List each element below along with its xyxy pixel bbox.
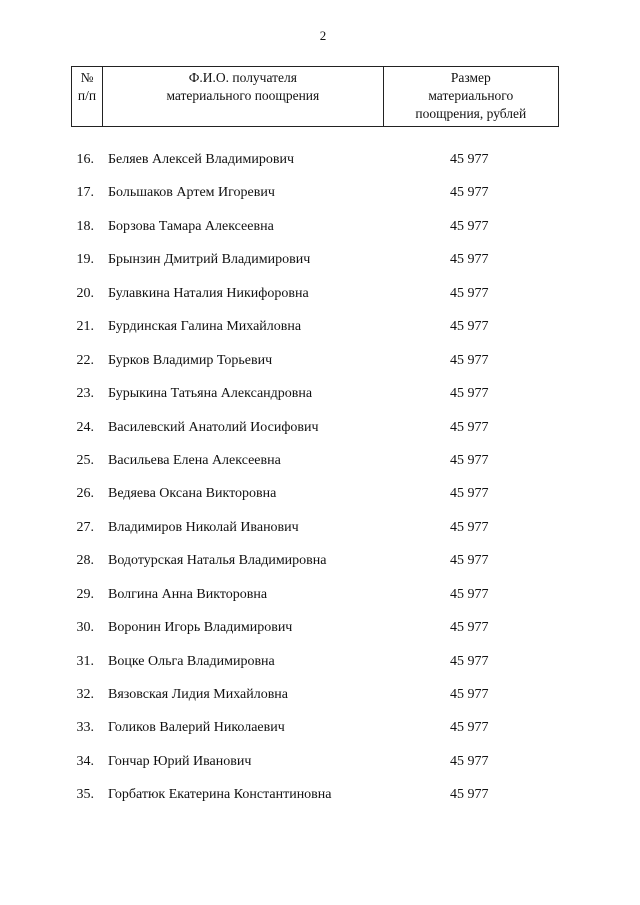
award-amount: 45 977: [450, 185, 489, 201]
list-item: [0, 587, 640, 620]
row-number: 33.: [76, 720, 94, 736]
recipient-list: [0, 152, 640, 821]
row-number: 27.: [76, 519, 94, 535]
list-item: [0, 654, 640, 687]
page-number: 2: [319, 28, 327, 43]
table-header-row: [72, 67, 559, 127]
header-amount-cell: [383, 67, 558, 127]
row-number: 29.: [76, 586, 94, 602]
list-item: [0, 720, 640, 753]
row-number: 16.: [76, 152, 94, 167]
recipient-name: Воронин Игорь Владимирович: [108, 620, 293, 636]
award-amount: 45 977: [450, 787, 489, 803]
list-item: [0, 687, 640, 720]
recipient-name: Брынзин Дмитрий Владимирович: [108, 252, 311, 268]
award-amount: 45 977: [450, 486, 489, 502]
recipient-name: Бурдинская Галина Михайловна: [108, 319, 302, 335]
row-number: 26.: [76, 486, 94, 502]
recipient-name: Воцке Ольга Владимировна: [108, 653, 275, 669]
list-item: [0, 152, 640, 185]
recipient-name: Бурков Владимир Торьевич: [108, 352, 273, 368]
table-header: [71, 66, 559, 127]
recipient-name: Водотурская Наталья Владимировна: [108, 553, 327, 569]
row-number: 30.: [76, 620, 94, 636]
recipient-name: Большаков Артем Игоревич: [108, 185, 275, 201]
row-number: 21.: [76, 319, 94, 335]
recipient-name: Василевский Анатолий Иосифович: [108, 419, 319, 435]
award-amount: 45 977: [450, 720, 489, 736]
recipient-name: Вязовская Лидия Михайловна: [108, 687, 289, 702]
list-item: [0, 286, 640, 319]
list-item: [0, 520, 640, 553]
recipient-name: Гончар Юрий Иванович: [108, 753, 252, 769]
row-number: 35.: [76, 787, 94, 803]
list-item: [0, 219, 640, 252]
award-amount: 45 977: [450, 152, 489, 167]
row-number: 32.: [76, 687, 94, 702]
row-number: 24.: [76, 419, 94, 435]
list-item: [0, 486, 640, 519]
row-number: 20.: [76, 285, 94, 301]
award-amount: 45 977: [450, 620, 489, 636]
recipient-name: Ведяева Оксана Викторовна: [108, 486, 277, 502]
award-amount: 45 977: [450, 519, 489, 535]
header-number-label: № п/п: [77, 70, 97, 103]
list-item: [0, 386, 640, 419]
list-item: [0, 185, 640, 218]
row-number: 34.: [76, 753, 94, 769]
row-number: 31.: [76, 653, 94, 669]
award-amount: 45 977: [450, 687, 489, 702]
award-amount: 45 977: [450, 252, 489, 268]
row-number: 22.: [76, 352, 94, 368]
recipient-name: Беляев Алексей Владимирович: [108, 152, 295, 167]
recipient-name: Бурыкина Татьяна Александровна: [108, 386, 313, 402]
recipient-name: Голиков Валерий Николаевич: [108, 720, 285, 736]
row-number: 25.: [76, 452, 94, 468]
award-amount: 45 977: [450, 452, 489, 468]
award-amount: 45 977: [450, 553, 489, 569]
award-amount: 45 977: [450, 319, 489, 335]
list-item: [0, 754, 640, 787]
award-amount: 45 977: [450, 285, 489, 301]
list-item: [0, 353, 640, 386]
list-item: [0, 453, 640, 486]
row-number: 17.: [76, 185, 94, 201]
row-number: 19.: [76, 252, 94, 268]
award-amount: 45 977: [450, 352, 489, 368]
award-amount: 45 977: [450, 586, 489, 602]
header-number-cell: [72, 67, 103, 127]
recipient-name: Васильева Елена Алексеевна: [108, 452, 281, 468]
award-amount: 45 977: [450, 653, 489, 669]
recipient-name: Булавкина Наталия Никифоровна: [108, 285, 309, 301]
header-amount-label: Размер материального поощрения, рублей: [415, 70, 527, 121]
award-amount: 45 977: [450, 386, 489, 402]
award-amount: 45 977: [450, 753, 489, 769]
list-item: [0, 319, 640, 352]
award-amount: 45 977: [450, 218, 489, 234]
recipient-name: Волгина Анна Викторовна: [108, 586, 268, 602]
list-item: [0, 420, 640, 453]
row-number: 23.: [76, 386, 94, 402]
list-item: [0, 787, 640, 820]
header-name-cell: [103, 67, 384, 127]
list-item: [0, 553, 640, 586]
recipient-name: Владимиров Николай Иванович: [108, 519, 299, 535]
row-number: 18.: [76, 218, 94, 234]
award-amount: 45 977: [450, 419, 489, 435]
recipient-name: Борзова Тамара Алексеевна: [108, 218, 274, 234]
list-item: [0, 620, 640, 653]
header-name-label: Ф.И.О. получателя материального поощрения: [166, 70, 320, 103]
recipient-name: Горбатюк Екатерина Константиновна: [108, 787, 332, 803]
row-number: 28.: [76, 553, 94, 569]
list-item: [0, 252, 640, 285]
